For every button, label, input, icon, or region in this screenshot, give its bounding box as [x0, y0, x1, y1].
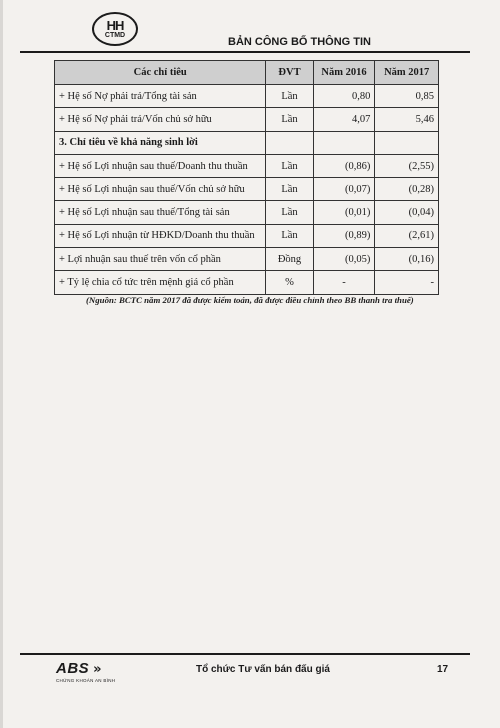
row-unit	[266, 131, 313, 154]
page-edge-shadow	[0, 0, 3, 728]
row-unit: Lần	[266, 201, 313, 224]
financial-ratios-table	[54, 60, 439, 295]
row-value-2017: (2,55)	[375, 154, 439, 177]
row-label: + Hệ số Lợi nhuận sau thuế/Tổng tài sản	[55, 201, 266, 224]
logo-mark: HH	[106, 17, 124, 33]
logo-text: CTMD	[104, 31, 126, 39]
table-section-row	[55, 131, 439, 154]
row-unit: Lần	[266, 224, 313, 247]
row-label: + Tỷ lệ chia cổ tức trên mệnh giá cổ phần	[55, 271, 266, 294]
row-label: + Hệ số Lợi nhuận sau thuế/Doanh thu thuần	[55, 154, 266, 177]
table-row	[55, 108, 439, 131]
row-label: + Hệ số Lợi nhuận sau thuế/Vốn chủ sở hữu	[55, 178, 266, 201]
header-cell-indicator: Các chỉ tiêu	[55, 61, 266, 85]
header-rule	[20, 51, 470, 53]
header-cell-unit: ĐVT	[266, 61, 313, 85]
abs-logo-word: ABS	[56, 660, 90, 677]
company-logo	[92, 12, 138, 46]
double-arrow-icon: »	[93, 662, 102, 677]
row-unit: Lần	[266, 108, 313, 131]
row-label: + Hệ số Lợi nhuận từ HĐKD/Doanh thu thuần	[55, 224, 266, 247]
table-row	[55, 224, 439, 247]
row-unit: Lần	[266, 85, 313, 108]
abs-logo	[56, 660, 136, 686]
row-value-2016: 4,07	[313, 108, 375, 131]
row-value-2016: (0,89)	[313, 224, 375, 247]
header-cell-2016: Năm 2016	[313, 61, 375, 85]
row-value-2017: (0,16)	[375, 248, 439, 271]
row-value-2017	[375, 131, 439, 154]
row-label: + Hệ số Nợ phải trả/Vốn chủ sở hữu	[55, 108, 266, 131]
row-value-2016: (0,05)	[313, 248, 375, 271]
row-value-2017: 0,85	[375, 85, 439, 108]
source-note: (Nguồn: BCTC năm 2017 đã được kiểm toán, đã được điều chỉnh theo BB thanh tra thuế)	[86, 295, 414, 305]
row-unit: Lần	[266, 154, 313, 177]
row-unit: Đồng	[266, 248, 313, 271]
row-value-2017: 5,46	[375, 108, 439, 131]
row-value-2016	[313, 131, 375, 154]
abs-logo-subtitle: CHỨNG KHOÁN AN BÌNH	[56, 678, 116, 683]
page-number: 17	[437, 664, 449, 675]
section-heading: 3. Chỉ tiêu về khả năng sinh lời	[55, 131, 266, 154]
table-row	[55, 154, 439, 177]
row-value-2017: (0,28)	[375, 178, 439, 201]
table-row	[55, 85, 439, 108]
table-row	[55, 248, 439, 271]
table-row	[55, 178, 439, 201]
row-unit: %	[266, 271, 313, 294]
row-value-2016: (0,07)	[313, 178, 375, 201]
table-header-row	[55, 61, 439, 85]
header-title: BẢN CÔNG BỐ THÔNG TIN	[228, 36, 371, 48]
row-label: + Hệ số Nợ phải trả/Tổng tài sản	[55, 85, 266, 108]
table-row	[55, 201, 439, 224]
row-value-2016: -	[313, 271, 375, 294]
row-value-2017: -	[375, 271, 439, 294]
header-cell-2017: Năm 2017	[375, 61, 439, 85]
footer-text: Tổ chức Tư vấn bán đấu giá	[196, 664, 330, 675]
footer-rule	[20, 653, 470, 655]
row-label: + Lợi nhuận sau thuế trên vốn cổ phần	[55, 248, 266, 271]
row-value-2016: (0,01)	[313, 201, 375, 224]
row-value-2016: 0,80	[313, 85, 375, 108]
row-value-2016: (0,86)	[313, 154, 375, 177]
row-value-2017: (2,61)	[375, 224, 439, 247]
table-row	[55, 271, 439, 294]
row-value-2017: (0,04)	[375, 201, 439, 224]
row-unit: Lần	[266, 178, 313, 201]
